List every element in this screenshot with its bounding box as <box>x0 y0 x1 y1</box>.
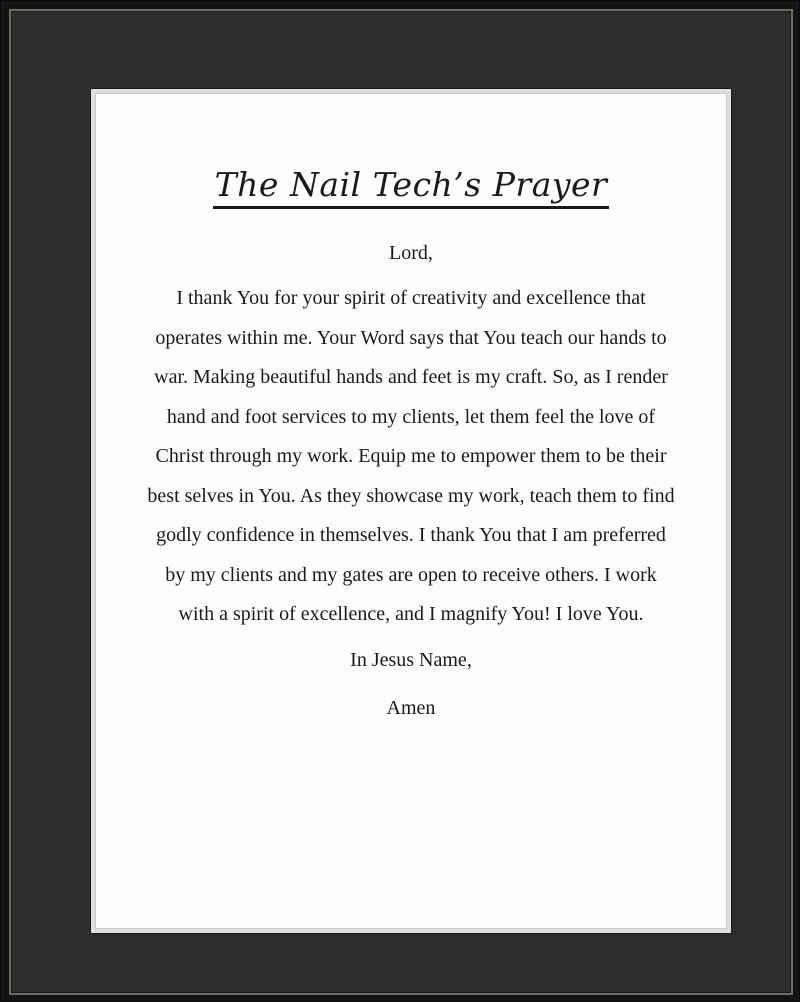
print-title <box>96 165 726 209</box>
closing-line: In Jesus Name, <box>350 648 472 671</box>
frame-moulding <box>9 9 793 995</box>
greeting: Lord, <box>389 242 433 264</box>
mat-board <box>91 89 731 933</box>
prayer-body: I thank You for your spirit of creativity and excellence that operates within me. Your Word says that You teach our hands to war. Making beautiful hands and feet is my craft. So, as I render hand and foot services to my clients, let them feel the love of Christ through my work. Equip me to empower them to be their best selves in You. As they showcase my work, teach them to find godly confidence in themselves. I thank You that I am preferred by my clients and my gates are open to receive others. I work with a spirit of excellence, and I magnify You! I love You. <box>147 287 675 625</box>
prayer-text-block <box>136 238 686 723</box>
amen-line: Amen <box>386 696 436 719</box>
prayer-print <box>95 93 727 929</box>
print-title-text: The Nail Tech’s Prayer <box>213 168 610 209</box>
